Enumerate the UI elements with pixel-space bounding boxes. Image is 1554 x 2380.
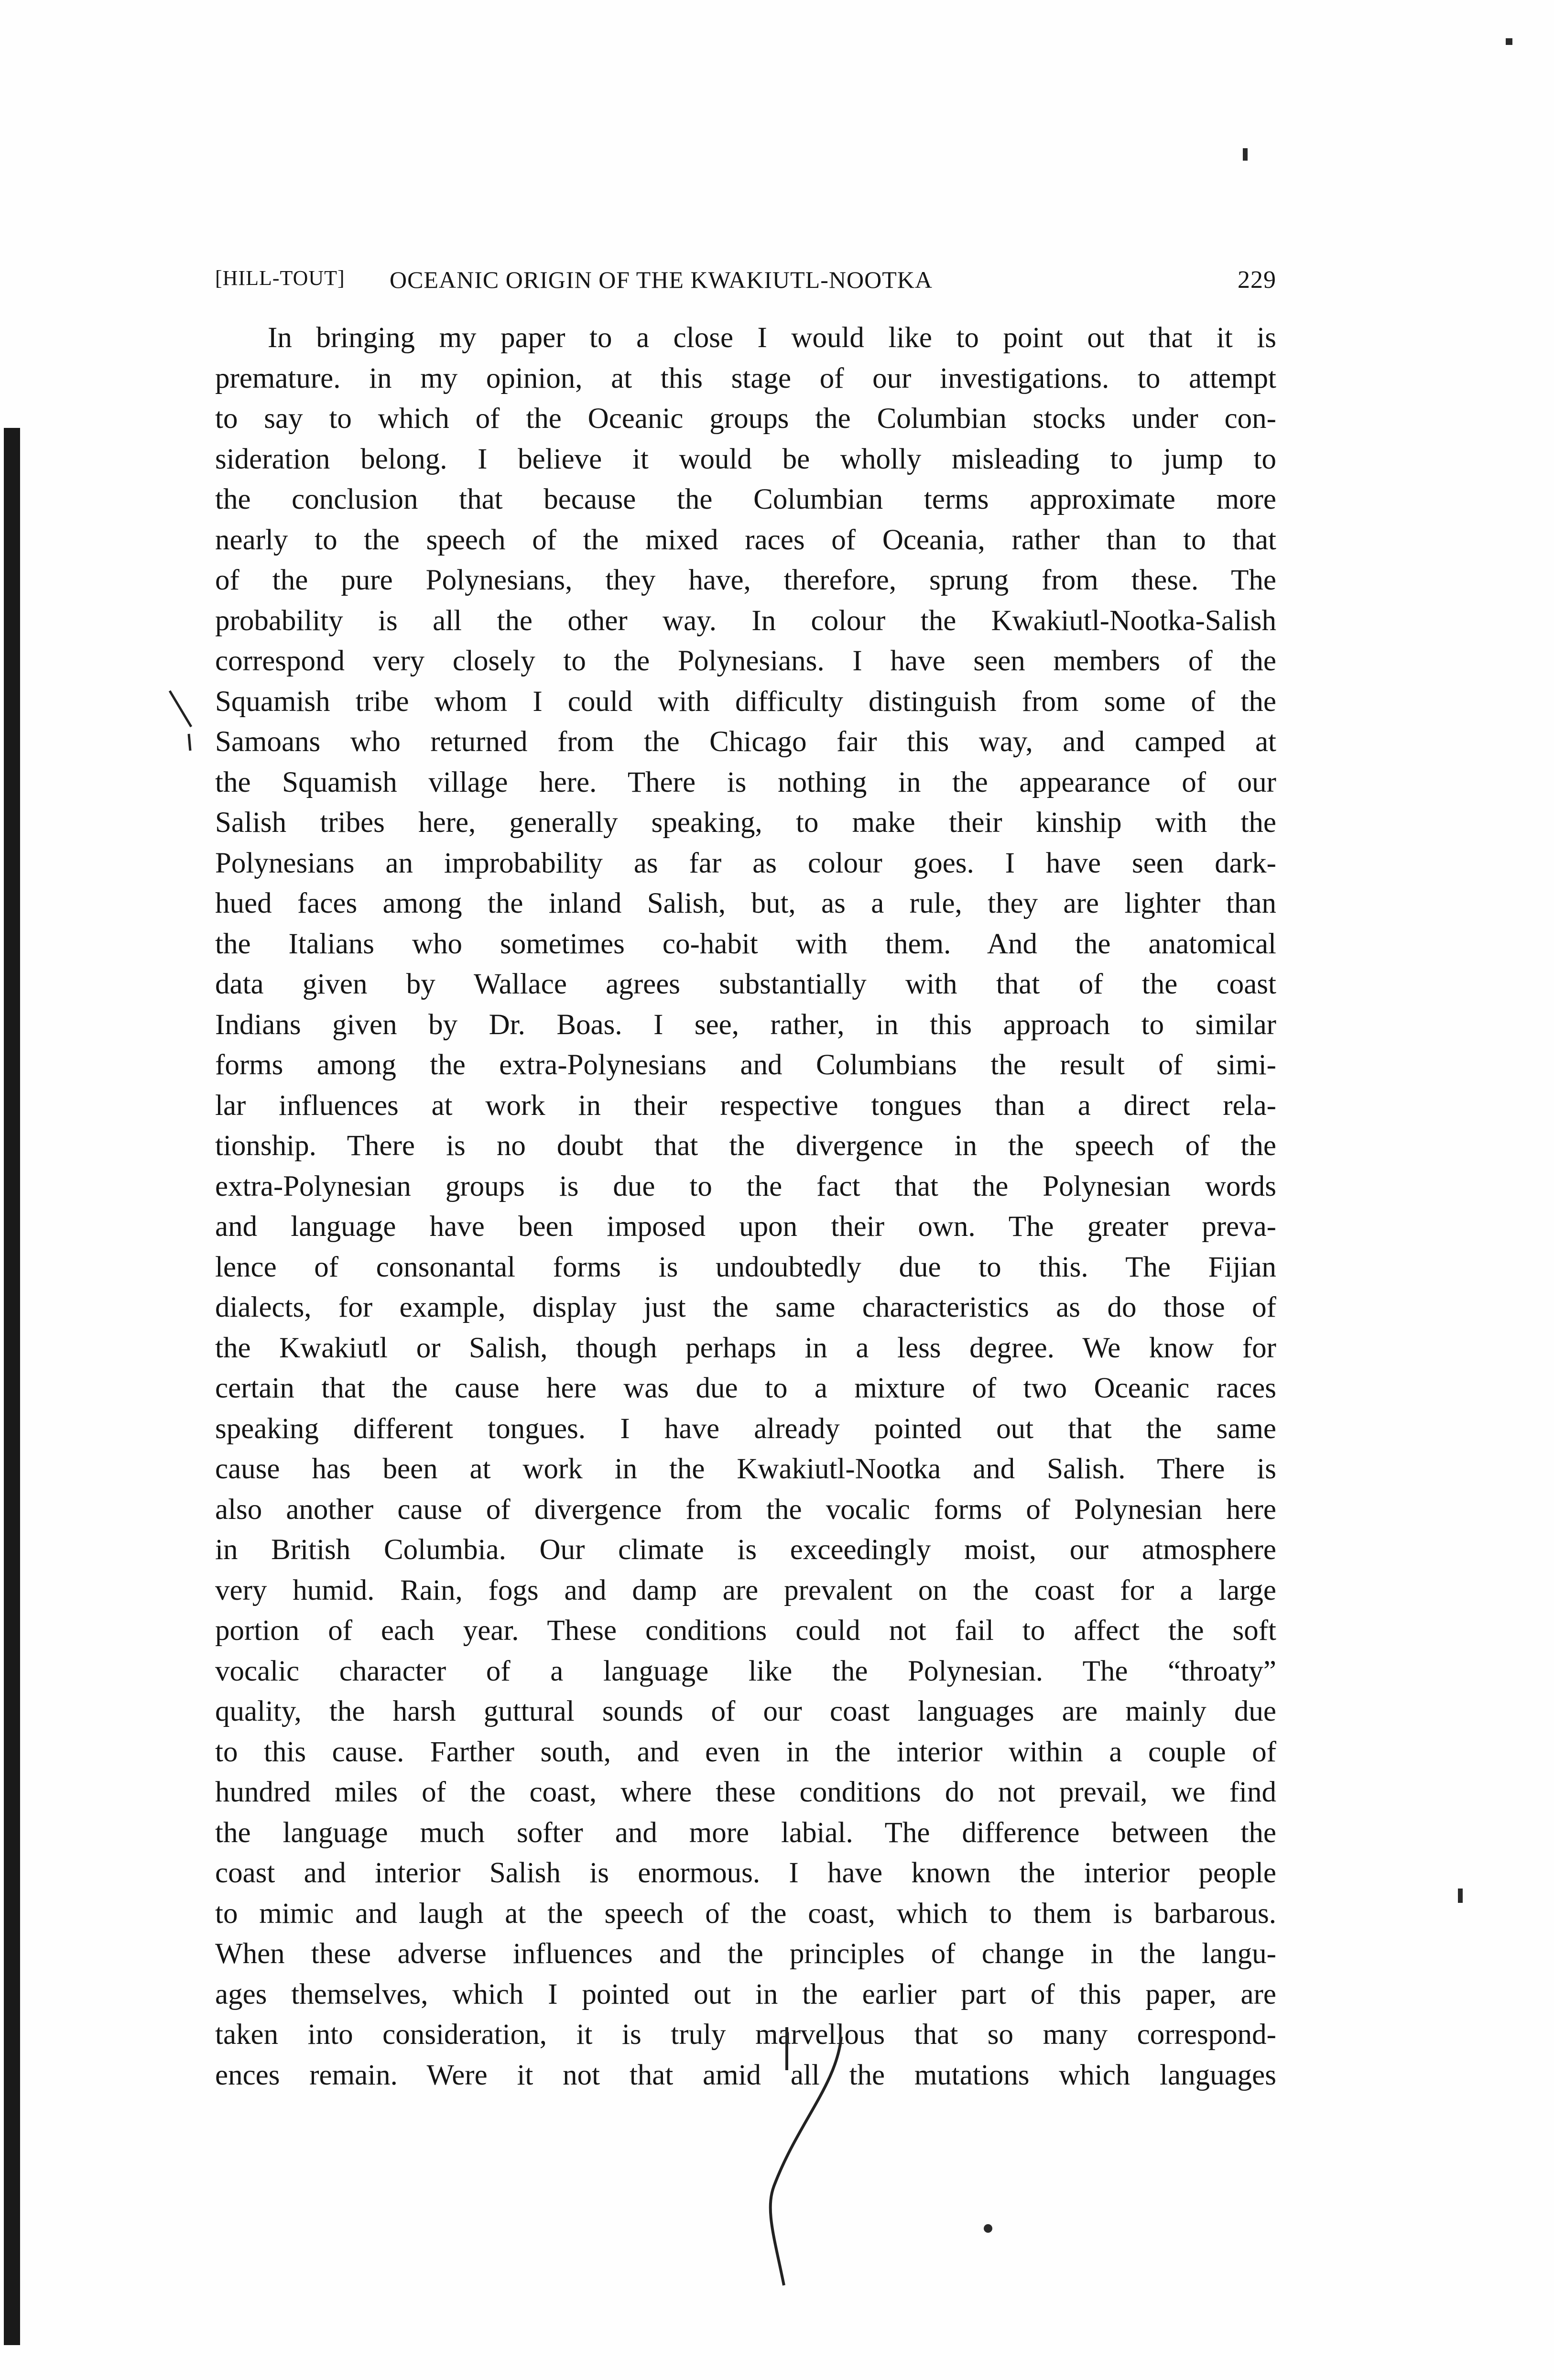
text-line: nearly to the speech of the mixed races of Oceania, rather than to that [215, 524, 1276, 556]
pencil-mark [746, 2027, 851, 2295]
text-line: lence of consonantal forms is undoubtedly due to this. The Fijian [215, 1251, 1276, 1283]
text-line: Indians given by Dr. Boas. I see, rather, in this approach to similar [215, 1008, 1276, 1041]
text-line: the Kwakiutl or Salish, though perhaps in a less degree. We know for [215, 1332, 1276, 1364]
text-line: Squamish tribe whom I could with difficulty distinguish from some of the [215, 685, 1276, 718]
text-line: to say to which of the Oceanic groups the Columbian stocks under con- [215, 403, 1276, 435]
scan-speck [1458, 1889, 1463, 1903]
text-line: vocalic character of a language like the Polynesian. The “throaty” [215, 1655, 1276, 1687]
text-line: of the pure Polynesians, they have, therefore, sprung from these. The [215, 564, 1276, 596]
text-line: the conclusion that because the Columbian terms approximate more [215, 483, 1276, 515]
text-line: quality, the harsh guttural sounds of our coast languages are mainly due [215, 1695, 1276, 1727]
text-line: Samoans who returned from the Chicago fair this way, and camped at [215, 726, 1276, 758]
text-line: tionship. There is no doubt that the divergence in the speech of the [215, 1130, 1276, 1162]
scan-speck [984, 2224, 992, 2233]
running-title: OCEANIC ORIGIN OF THE KWAKIUTL-NOOTKA [390, 266, 933, 293]
text-line: data given by Wallace agrees substantially with that of the coast [215, 968, 1276, 1000]
text-line: extra-Polynesian groups is due to the fact that the Polynesian words [215, 1170, 1276, 1202]
text-line: certain that the cause here was due to a mixture of two Oceanic races [215, 1372, 1276, 1404]
text-line: speaking different tongues. I have already pointed out that the same [215, 1412, 1276, 1445]
text-line: the language much softer and more labial. The difference between the [215, 1816, 1276, 1849]
text-line: In bringing my paper to a close I would like to point out that it is [268, 322, 1276, 354]
text-line: to mimic and laugh at the speech of the coast, which to them is barbarous. [215, 1897, 1276, 1930]
page-number: 229 [1238, 266, 1276, 294]
scan-speck [1506, 38, 1512, 45]
text-line: the Italians who sometimes co-habit with them. And the anatomical [215, 928, 1276, 960]
text-line: ages themselves, which I pointed out in the earlier part of this paper, are [215, 1978, 1276, 2010]
text-line: Salish tribes here, generally speaking, to make their kinship with the [215, 807, 1276, 839]
text-line: sideration belong. I believe it would be wholly misleading to jump to [215, 443, 1276, 475]
running-header [215, 266, 1276, 304]
text-line: correspond very closely to the Polynesians. I have seen members of the [215, 645, 1276, 677]
text-line: and language have been imposed upon their own. The greater preva- [215, 1211, 1276, 1243]
text-line: Polynesians an improbability as far as colour goes. I have seen dark- [215, 847, 1276, 879]
text-line: also another cause of divergence from the vocalic forms of Polynesian here [215, 1493, 1276, 1526]
text-line: When these adverse influences and the principles of change in the langu- [215, 1938, 1276, 1970]
text-line: very humid. Rain, fogs and damp are prevalent on the coast for a large [215, 1574, 1276, 1606]
text-line: ences remain. Were it not that amid all the mutations which languages [215, 2059, 1276, 2091]
scan-margin-shadow [4, 428, 20, 2345]
text-line: portion of each year. These conditions could not fail to affect the soft [215, 1615, 1276, 1647]
text-line: premature. in my opinion, at this stage of our investigations. to attempt [215, 362, 1276, 394]
text-line: cause has been at work in the Kwakiutl-Nootka and Salish. There is [215, 1453, 1276, 1485]
body-paragraph [215, 318, 1276, 2096]
margin-tick-mark [167, 688, 196, 755]
text-line: taken into consideration, it is truly marvellous that so many correspond- [215, 2019, 1276, 2051]
text-line: the Squamish village here. There is nothing in the appearance of our [215, 766, 1276, 798]
text-line: dialects, for example, display just the same characteristics as do those of [215, 1291, 1276, 1323]
text-line: coast and interior Salish is enormous. I have known the interior people [215, 1857, 1276, 1889]
text-line: in British Columbia. Our climate is exceedingly moist, our atmosphere [215, 1534, 1276, 1566]
author-tag: [HILL-TOUT] [215, 266, 345, 290]
text-line: hued faces among the inland Salish, but, as a rule, they are lighter than [215, 887, 1276, 919]
text-line: probability is all the other way. In colour the Kwakiutl-Nootka-Salish [215, 604, 1276, 637]
text-line: to this cause. Farther south, and even in the interior within a couple of [215, 1736, 1276, 1768]
text-line: lar influences at work in their respective tongues than a direct rela- [215, 1089, 1276, 1122]
scan-speck [1243, 148, 1248, 161]
text-line: hundred miles of the coast, where these conditions do not prevail, we find [215, 1776, 1276, 1808]
text-line: forms among the extra-Polynesians and Columbians the result of simi- [215, 1049, 1276, 1081]
